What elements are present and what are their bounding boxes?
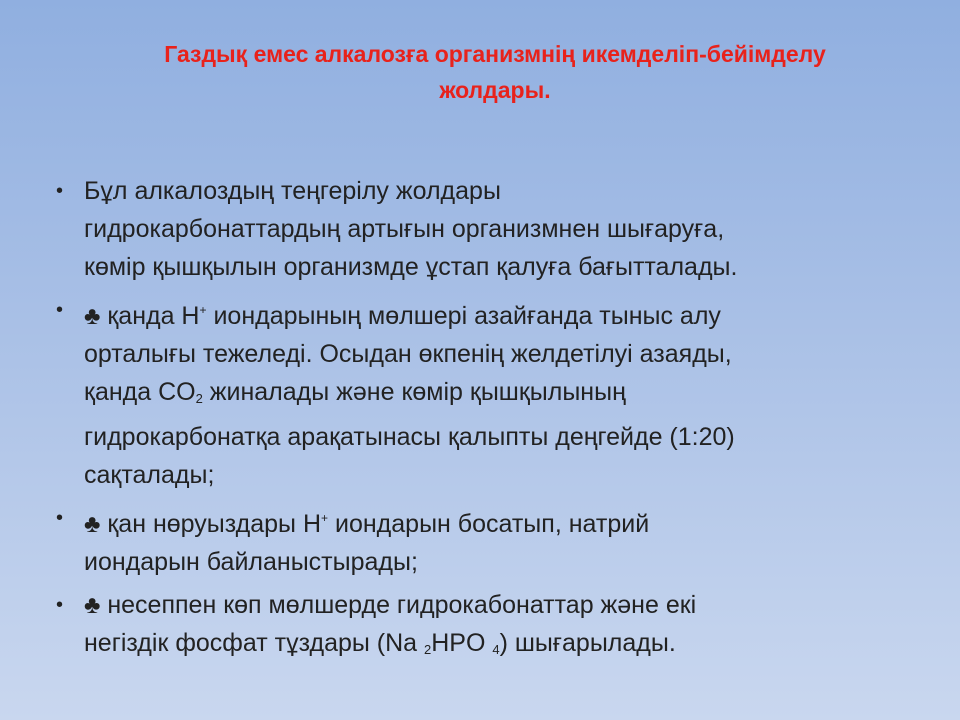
club-icon: ♣: [84, 510, 101, 538]
bullet-dot-icon: •: [56, 594, 64, 616]
bullet-dot-icon: •: [56, 299, 64, 321]
bullet-list: [56, 172, 916, 674]
bullet-dot-icon: •: [56, 507, 64, 529]
slide-title: [60, 36, 930, 108]
list-item: • ♣ қан нөруыздары H+ иондарын босатып, натрий иондарын байланыстырады;: [56, 499, 916, 581]
title-line-2: жолдары.: [439, 77, 551, 103]
list-item: • ♣ қанда H+ иондарының мөлшері азайғанда тыныс алу орталығы тежеледі. Осыдан өкпенің желдетілуі азаяды, қанда $CO_2$ жиналады және көмір қышқылының гидрокарбонатқа арақатынасы қалыпты деңгейде (1:20) сақталады;: [56, 291, 916, 494]
title-line-1: Газдық емес алкалозға организмнің икемделіп-бейімделу: [164, 41, 826, 67]
bullet-dot-icon: •: [56, 180, 64, 202]
club-icon: ♣: [84, 302, 101, 330]
list-item: • ♣ несеппен көп мөлшерде гидрокабонаттар және екі негіздік фосфат тұздары (Na $_2$HPO $_4$) шығарылады.: [56, 586, 916, 669]
list-item: • Бұл алкалоздың теңгерілу жолдары гидрокарбонаттардың артығын организмнен шығаруға, көмір қышқылын организмде ұстап қалуға бағытталады.: [56, 172, 916, 286]
club-icon: ♣: [84, 591, 101, 619]
